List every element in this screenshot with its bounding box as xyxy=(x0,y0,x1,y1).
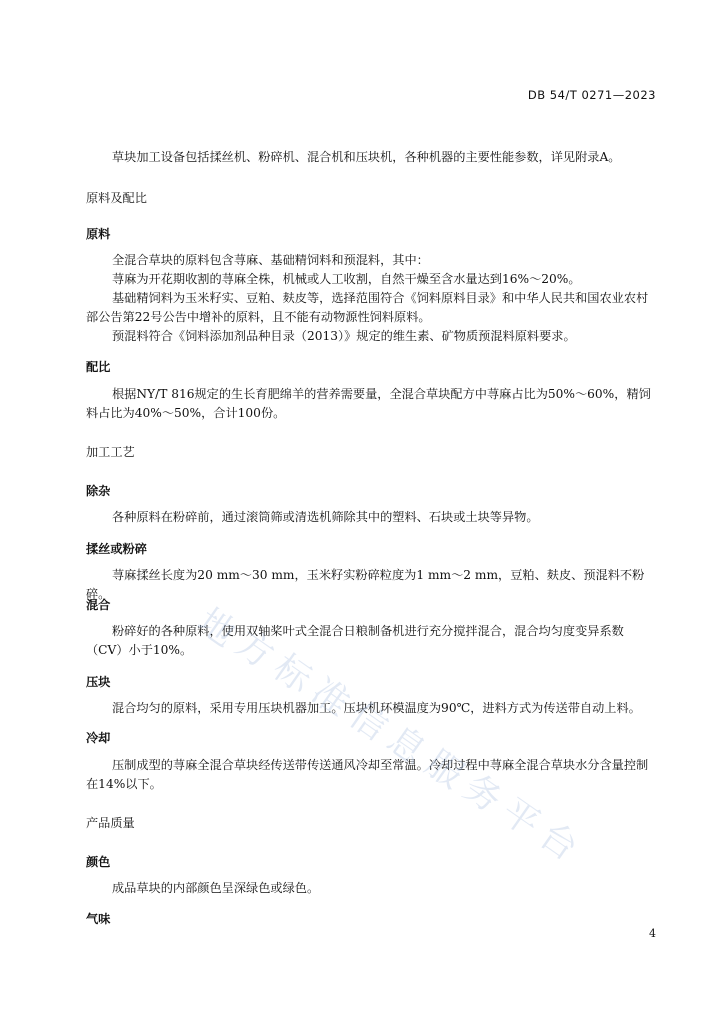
paragraph-equipment: 草块加工设备包括揉丝机、粉碎机、混合机和压块机，各种机器的主要性能参数，详见附录A。 xyxy=(112,150,621,164)
paragraph-cooling: 压制成型的荨麻全混合草块经传送带传送通风冷却至常温。冷却过程中荨麻全混合草块水分含量控制在14%以下。 xyxy=(86,758,649,791)
watermark-char: 信 xyxy=(341,694,395,750)
watermark-char: 务 xyxy=(455,766,509,822)
heading-pressing: 压块 xyxy=(86,675,111,689)
heading-cooling: 冷却 xyxy=(86,731,111,745)
heading-processing: 加工工艺 xyxy=(86,445,135,459)
page-number: 4 xyxy=(649,927,656,940)
watermark-char: 标 xyxy=(265,646,319,702)
heading-product-quality: 产品质量 xyxy=(86,816,135,830)
heading-raw-materials-ratio: 原料及配比 xyxy=(86,191,147,205)
heading-mixing: 混合 xyxy=(86,598,111,612)
paragraph-ratio: 根据NY/T 816规定的生长育肥绵羊的营养需要量，全混合草块配方中荨麻占比为50%～60%，精饲料占比为40%～50%，合计100份。 xyxy=(86,387,651,420)
heading-crushing: 揉丝或粉碎 xyxy=(86,542,147,556)
heading-cleaning: 除杂 xyxy=(86,484,111,498)
watermark-char: 服 xyxy=(417,742,471,798)
watermark-char: 地 xyxy=(189,600,243,656)
watermark-char: 平 xyxy=(493,790,547,846)
paragraph-crushing: 荨麻揉丝长度为20 mm～30 mm，玉米籽实粉碎粒度为1 mm～2 mm，豆粕、麸皮、预混料不粉碎。 xyxy=(86,568,645,601)
heading-raw-materials: 原料 xyxy=(86,227,111,241)
heading-color: 颜色 xyxy=(86,855,111,869)
paragraph-pressing: 混合均匀的原料，采用专用压块机器加工。压块机环模温度为90℃，进料方式为传送带自动上料。 xyxy=(112,701,641,715)
paragraph-cleaning: 各种原料在粉碎前，通过滚筒筛或清选机筛除其中的塑料、石块或土块等异物。 xyxy=(112,510,539,524)
paragraph-raw-2: 荨麻为开花期收割的荨麻全株，机械或人工收割，自然干燥至含水量达到16%～20%。 xyxy=(112,272,581,286)
watermark-char: 方 xyxy=(227,622,281,678)
heading-ratio: 配比 xyxy=(86,360,111,374)
document-number: DB 54/T 0271—2023 xyxy=(527,88,656,102)
heading-smell: 气味 xyxy=(86,912,111,926)
paragraph-mixing: 粉碎好的各种原料，使用双轴桨叶式全混合日粮制备机进行充分搅拌混合，混合均匀度变异系数（CV）小于10%。 xyxy=(86,624,624,657)
paragraph-raw-4: 预混料符合《饲料添加剂品种目录（2013）》规定的维生素、矿物质预混料原料要求。 xyxy=(112,329,576,343)
paragraph-color: 成品草块的内部颜色呈深绿色或绿色。 xyxy=(112,881,320,895)
paragraph-raw-3: 基础精饲料为玉米籽实、豆粕、麸皮等，选择范围符合《饲料原料目录》和中华人民共和国农业农村部公告第22号公告中增补的原料，且不能有动物源性饲料原料。 xyxy=(86,291,649,324)
watermark-char: 息 xyxy=(379,718,433,774)
watermark-char: 准 xyxy=(303,670,357,726)
paragraph-raw-1: 全混合草块的原料包含荨麻、基础精饲料和预混料，其中： xyxy=(112,253,429,267)
watermark-char: 台 xyxy=(531,814,585,870)
